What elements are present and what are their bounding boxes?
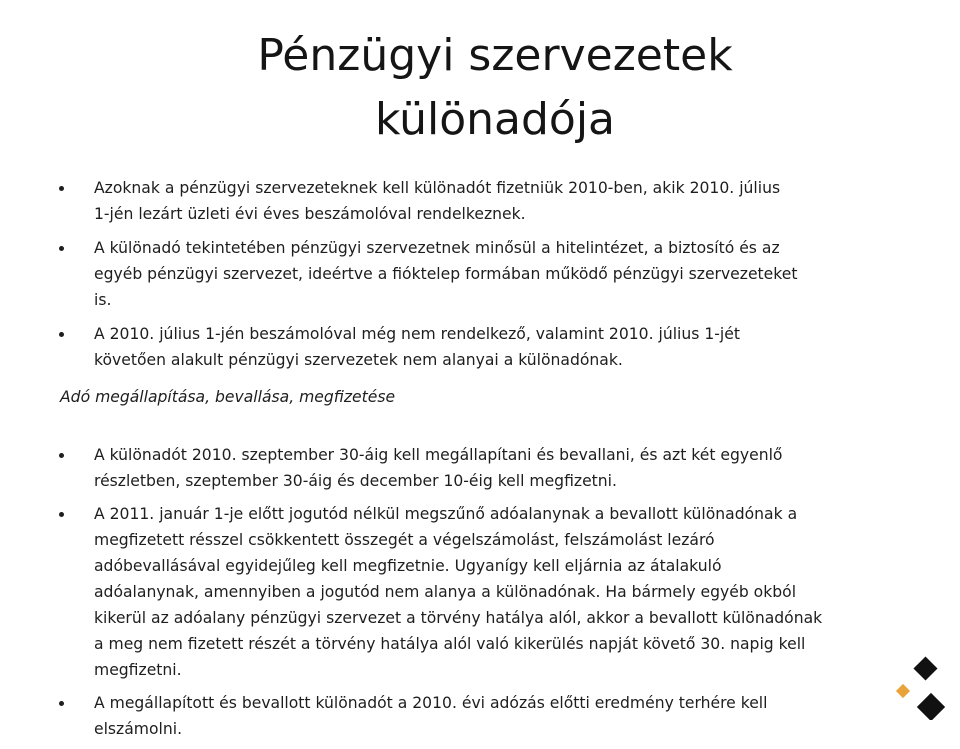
eligibility-bullet-list [58,175,798,381]
decorative-diamonds-icon [895,652,960,720]
list-item: A különadó tekintetében pénzügyi szervezetnek minősül a hitelintézet, a biztosító és az egyéb pénzügyi szervezet, ideértve a fióktelep formában működő pénzügyi szervezeteket is. [58,235,798,313]
diamond-black-top-icon [913,656,937,680]
list-item: Azoknak a pénzügyi szervezeteknek kell különadót fizetniük 2010-ben, akik 2010. július 1-jén lezárt üzleti évi éves beszámolóval rendelkeznek. [58,175,798,227]
diamond-black-bottom-icon [917,693,945,720]
list-item: A különadót 2010. szeptember 30-áig kell megállapítani és bevallani, és azt két egyenlő részletben, szeptember 30-áig és december 10-éig kell megfizetni. [58,442,828,494]
list-item: A 2011. január 1-je előtt jogutód nélkül megszűnő adóalanynak a bevallott különadónak a megfizetett résszel csökkentett összegét a végelszámolást, felszámolást lezáró adóbevallásával egyidejűleg kell megfizetnie. Ugyanígy kell eljárnia az átalakuló adóalanynak, amennyiben a jogutód nem alanya a különadónak. Ha bármely egyéb okból kikerül az adóalany pénzügyi szervezet a törvény hatálya alól, akkor a bevallott különadónak a meg nem fizetett részét a törvény hatálya alól való kikerülés napját követő 30. napig kell megfizetni. [58,501,828,683]
list-item: A megállapított és bevallott különadót a 2010. évi adózás előtti eredmény terhére kell elszámolni. [58,690,828,742]
diamond-orange-icon [896,684,910,698]
slide-title [0,24,960,152]
slide-title-line-2: különadója [374,94,616,145]
list-item: A 2010. július 1-jén beszámolóval még nem rendelkező, valamint 2010. július 1-jét követően alakult pénzügyi szervezetek nem alanyai a különadónak. [58,321,798,373]
section-heading: Adó megállapítása, bevallása, megfizetése [60,388,396,406]
slide-title-line-1: Pénzügyi szervezetek [257,30,733,81]
tax-rules-bullet-list [58,442,828,749]
